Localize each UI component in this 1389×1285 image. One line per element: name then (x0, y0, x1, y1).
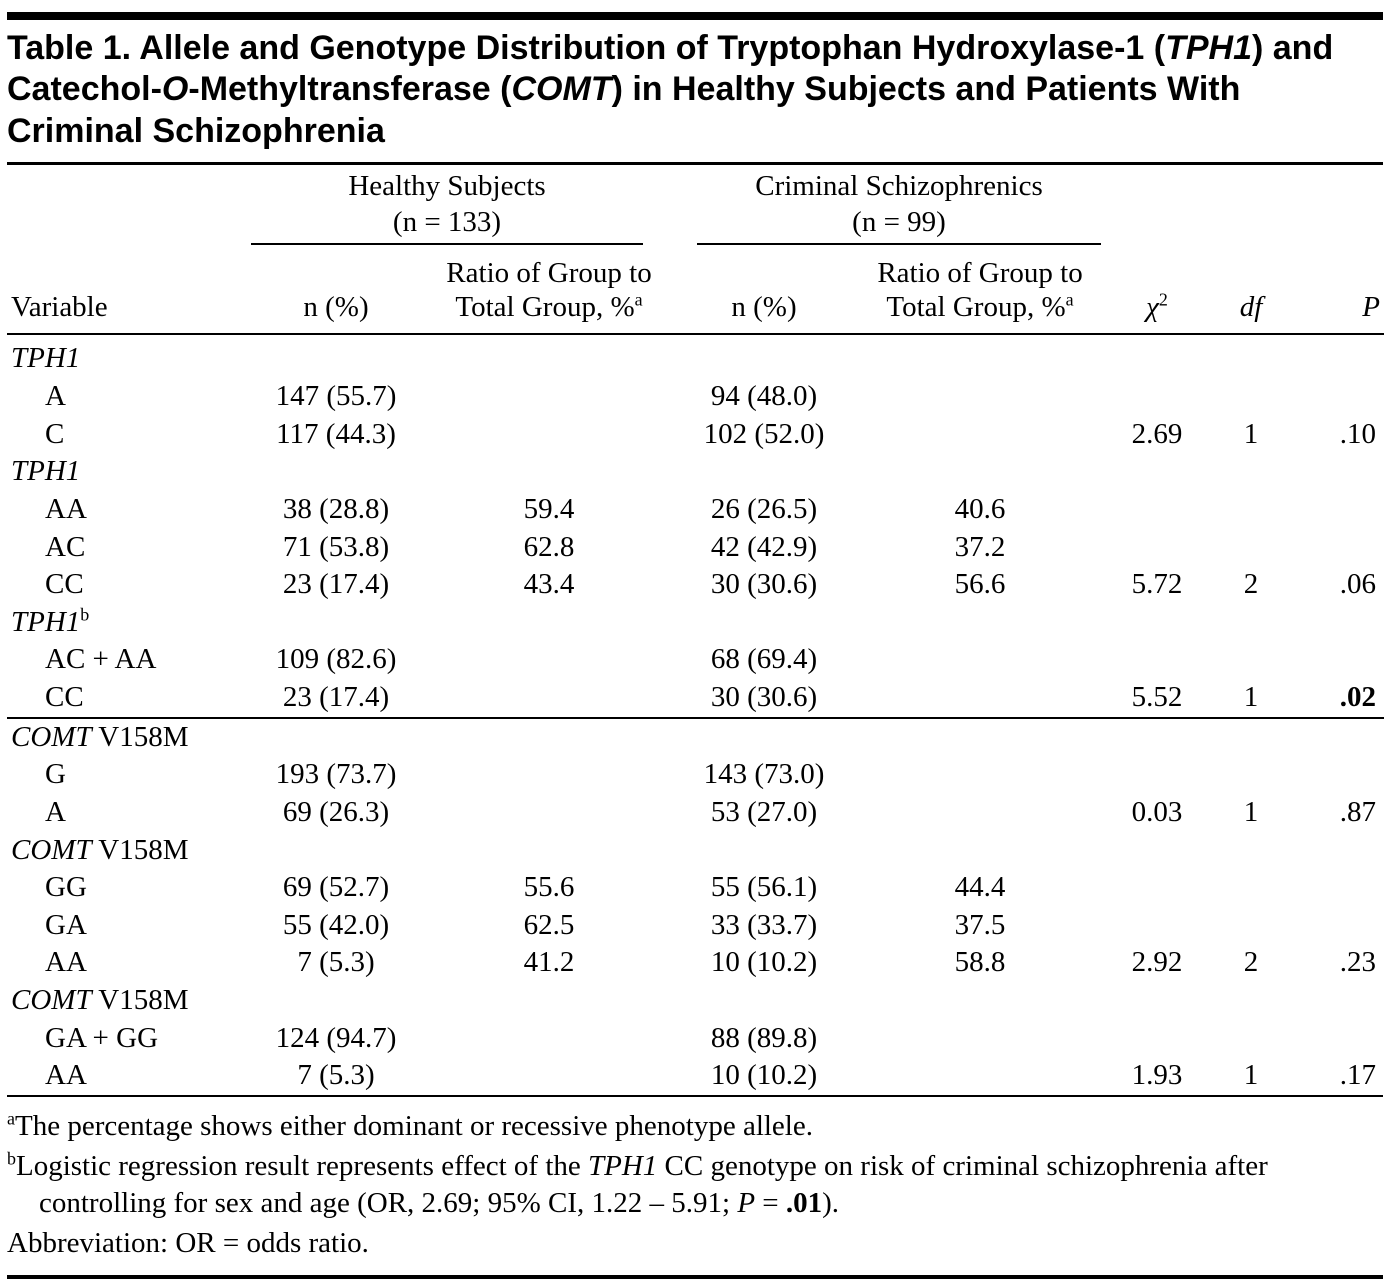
table-row (7, 718, 1384, 757)
cell-variable: COMT V158M (11, 720, 189, 753)
cell-n-healthy: 193 (73.7) (275, 758, 397, 791)
cell-chi-square (1105, 604, 1209, 642)
col-header-variable: Variable (7, 247, 247, 334)
cell-variable: GA (45, 908, 87, 941)
cell-ratio-healthy (425, 756, 673, 794)
cell-df: 1 (1209, 679, 1293, 718)
table-body (7, 334, 1384, 1095)
cell-ratio-criminal (855, 982, 1105, 1020)
cell-chi-square: 0.03 (1131, 795, 1183, 828)
cell-ratio-healthy (425, 641, 673, 679)
cell-p (1293, 1020, 1384, 1058)
cell-n-criminal: 26 (26.5) (710, 492, 818, 525)
cell-df (1209, 453, 1293, 491)
cell-ratio-criminal: 44.4 (954, 871, 1006, 904)
col-header-df: df (1209, 247, 1293, 334)
cell-ratio-healthy: 62.5 (523, 908, 575, 941)
cell-n-criminal (673, 334, 855, 378)
cell-chi-square: 1.93 (1131, 1059, 1183, 1092)
col-header-n-healthy: n (%) (247, 247, 425, 334)
cell-n-healthy: 69 (52.7) (282, 871, 390, 904)
cell-df: 2 (1243, 946, 1259, 979)
col-header-p: P (1293, 247, 1384, 334)
cell-n-healthy: 7 (5.3) (297, 946, 375, 979)
table-row (7, 1020, 1384, 1058)
bottom-rule (7, 1275, 1383, 1279)
cell-n-healthy: 55 (42.0) (282, 908, 390, 941)
cell-p: .17 (1339, 1059, 1377, 1092)
cell-n-criminal (673, 982, 855, 1020)
allele-genotype-table (7, 167, 1384, 1095)
cell-chi-square (1105, 453, 1209, 491)
cell-ratio-healthy: 59.4 (523, 492, 575, 525)
cell-chi-square (1105, 756, 1209, 794)
table-row (7, 529, 1384, 567)
cell-variable: AA (45, 1059, 87, 1092)
cell-df (1209, 1020, 1293, 1058)
cell-ratio-criminal: 40.6 (954, 492, 1006, 525)
cell-n-healthy: 7 (5.3) (297, 1059, 375, 1092)
cell-p (1293, 604, 1384, 642)
table-row (7, 334, 1384, 378)
cell-p (1293, 491, 1384, 529)
cell-df (1209, 604, 1293, 642)
cell-n-healthy (247, 832, 425, 870)
cell-n-criminal: 88 (89.8) (710, 1021, 818, 1054)
cell-ratio-criminal (855, 453, 1105, 491)
cell-variable: G (45, 758, 66, 791)
cell-ratio-healthy (425, 832, 673, 870)
cell-n-criminal: 33 (33.7) (710, 908, 818, 941)
table-row (7, 566, 1384, 604)
cell-n-criminal: 102 (52.0) (703, 417, 825, 450)
table-row (7, 869, 1384, 907)
cell-ratio-criminal (855, 378, 1105, 416)
cell-chi-square (1105, 1020, 1209, 1058)
cell-ratio-healthy (425, 718, 673, 757)
col-header-n-criminal: n (%) (673, 247, 855, 334)
table-row (7, 944, 1384, 982)
criminal-schizophrenics-spanner (697, 169, 1101, 245)
table-row (7, 491, 1384, 529)
cell-ratio-criminal (855, 679, 1105, 718)
cell-p: .23 (1339, 946, 1377, 979)
cell-df (1209, 378, 1293, 416)
cell-ratio-criminal (855, 1057, 1105, 1095)
cell-variable: TPH1 (11, 342, 81, 375)
cell-chi-square: 5.72 (1131, 568, 1183, 601)
table-title: Table 1. Allele and Genotype Distribution of Tryptophan Hydroxylase-1 (TPH1) and Catechol-O-Methyltransferase (COMT) in Healthy Subjects and Patients With Criminal Schizophrenia (7, 20, 1383, 165)
cell-variable: TPH1 (11, 455, 81, 488)
cell-df (1209, 869, 1293, 907)
cell-chi-square (1105, 907, 1209, 945)
cell-p (1293, 529, 1384, 567)
cell-n-criminal (673, 604, 855, 642)
col-header-chi-square: $\chi^2$ (1105, 247, 1209, 334)
cell-chi-square: 2.69 (1131, 417, 1183, 450)
cell-df (1209, 756, 1293, 794)
cell-n-criminal (673, 453, 855, 491)
cell-p (1293, 832, 1384, 870)
cell-n-healthy (247, 604, 425, 642)
cell-n-healthy: 109 (82.6) (275, 643, 397, 676)
cell-variable: GA + GG (45, 1021, 159, 1054)
cell-ratio-criminal: 58.8 (954, 946, 1006, 979)
col-header-ratio-healthy: Ratio of Group to Total Group, %$^a$ (425, 247, 673, 334)
header-row (7, 247, 1384, 334)
cell-p (1293, 869, 1384, 907)
cell-df (1209, 334, 1293, 378)
cell-ratio-criminal (855, 718, 1105, 757)
cell-variable: CC (45, 568, 84, 601)
cell-chi-square (1105, 641, 1209, 679)
table-row (7, 982, 1384, 1020)
cell-df (1209, 832, 1293, 870)
spanner-line: (n = 99) (852, 205, 946, 238)
cell-n-criminal: 68 (69.4) (710, 643, 818, 676)
cell-ratio-healthy (425, 604, 673, 642)
col-header-ratio-criminal: Ratio of Group to Total Group, %$^a$ (855, 247, 1105, 334)
cell-p: .87 (1339, 795, 1377, 828)
spanner-line: Healthy Subjects (348, 170, 546, 203)
cell-n-healthy (247, 982, 425, 1020)
spanner-line: (n = 133) (392, 205, 502, 238)
footnote: $^a$The percentage shows either dominant or recessive phenotype allele. (7, 1108, 813, 1142)
cell-n-criminal: 10 (10.2) (710, 1059, 818, 1092)
table-row (7, 378, 1384, 416)
cell-ratio-healthy (425, 453, 673, 491)
cell-ratio-criminal: 56.6 (954, 568, 1006, 601)
cell-ratio-criminal (855, 756, 1105, 794)
cell-n-healthy: 23 (17.4) (282, 568, 390, 601)
spanner-empty-cell (1293, 167, 1384, 247)
cell-ratio-criminal (855, 832, 1105, 870)
cell-ratio-criminal (855, 604, 1105, 642)
table-row (7, 453, 1384, 491)
table-row (7, 1057, 1384, 1095)
table-row (7, 907, 1384, 945)
cell-chi-square (1105, 869, 1209, 907)
cell-n-criminal: 30 (30.6) (673, 679, 855, 718)
cell-df (1209, 641, 1293, 679)
cell-n-healthy: 117 (44.3) (276, 417, 396, 450)
cell-chi-square (1105, 529, 1209, 567)
table-row (7, 641, 1384, 679)
cell-n-criminal (673, 832, 855, 870)
cell-p (1293, 641, 1384, 679)
cell-chi-square: 2.92 (1131, 946, 1183, 979)
cell-p (1293, 378, 1384, 416)
cell-ratio-healthy (425, 794, 673, 832)
cell-n-healthy: 71 (53.8) (282, 530, 390, 563)
cell-variable: A (45, 380, 66, 413)
cell-ratio-healthy (425, 1057, 673, 1095)
cell-n-healthy (247, 718, 425, 757)
cell-variable: CC (7, 679, 247, 718)
cell-chi-square (1105, 832, 1209, 870)
cell-df (1209, 718, 1293, 757)
cell-variable: COMT V158M (11, 984, 189, 1017)
cell-variable: GG (45, 871, 87, 904)
cell-n-criminal: 94 (48.0) (710, 380, 818, 413)
cell-df (1209, 529, 1293, 567)
cell-p (1293, 718, 1384, 757)
cell-df (1209, 491, 1293, 529)
healthy-subjects-spanner (251, 169, 643, 245)
cell-variable: AA (45, 946, 87, 979)
table-row (7, 832, 1384, 870)
cell-df: 1 (1243, 417, 1259, 450)
cell-p (1293, 907, 1384, 945)
cell-variable: TPH1$^b$ (11, 604, 90, 638)
cell-ratio-criminal (855, 334, 1105, 378)
cell-n-healthy: 124 (94.7) (275, 1021, 397, 1054)
spanner-line: Criminal Schizophrenics (755, 170, 1043, 203)
cell-df: 2 (1243, 568, 1259, 601)
cell-variable: AC + AA (45, 643, 157, 676)
paper-table-page (0, 12, 1389, 1279)
cell-n-criminal: 10 (10.2) (710, 946, 818, 979)
cell-n-criminal: 53 (27.0) (710, 795, 818, 828)
cell-p (1293, 453, 1384, 491)
cell-df (1209, 982, 1293, 1020)
cell-chi-square (1105, 718, 1209, 757)
spanner-empty-cell (1105, 167, 1209, 247)
cell-n-healthy: 147 (55.7) (275, 380, 397, 413)
cell-ratio-criminal (855, 416, 1105, 454)
cell-ratio-criminal (855, 794, 1105, 832)
cell-n-criminal: 143 (73.0) (703, 758, 825, 791)
cell-ratio-healthy: 41.2 (523, 946, 575, 979)
cell-chi-square (1105, 378, 1209, 416)
cell-ratio-healthy (425, 378, 673, 416)
cell-ratio-healthy (425, 1020, 673, 1058)
spanner-row (7, 167, 1384, 247)
cell-variable: COMT V158M (11, 833, 189, 866)
cell-n-criminal: 30 (30.6) (710, 568, 818, 601)
cell-chi-square (1105, 982, 1209, 1020)
table-row (7, 794, 1384, 832)
cell-p (1293, 334, 1384, 378)
table-row (7, 679, 1384, 718)
cell-ratio-healthy: 55.6 (523, 871, 575, 904)
cell-chi-square: 5.52 (1105, 679, 1209, 718)
cell-df: 1 (1243, 795, 1259, 828)
spanner-empty-cell (7, 167, 247, 247)
cell-n-healthy (247, 453, 425, 491)
cell-ratio-healthy: 62.8 (523, 530, 575, 563)
cell-ratio-criminal (855, 641, 1105, 679)
cell-n-healthy (247, 334, 425, 378)
cell-p: .10 (1339, 417, 1377, 450)
cell-p: .06 (1339, 568, 1377, 601)
cell-n-criminal: 55 (56.1) (710, 871, 818, 904)
table-row (7, 604, 1384, 642)
cell-chi-square (1105, 491, 1209, 529)
cell-ratio-criminal: 37.2 (954, 530, 1006, 563)
footnotes-section (7, 1095, 1383, 1275)
table-row (7, 756, 1384, 794)
cell-variable: AA (45, 492, 87, 525)
table-row (7, 416, 1384, 454)
cell-ratio-healthy (425, 679, 673, 718)
cell-p (1293, 982, 1384, 1020)
cell-df (1209, 907, 1293, 945)
cell-ratio-healthy (425, 416, 673, 454)
top-rule (7, 12, 1383, 20)
footnote: Abbreviation: OR = odds ratio. (7, 1226, 369, 1259)
cell-n-healthy: 38 (28.8) (282, 492, 390, 525)
cell-ratio-criminal (855, 1020, 1105, 1058)
cell-n-healthy: 69 (26.3) (282, 795, 390, 828)
cell-n-healthy: 23 (17.4) (247, 679, 425, 718)
cell-variable: AC (45, 530, 86, 563)
footnote: $^b$Logistic regression result represents effect of the TPH1 CC genotype on risk of criminal schizophrenia after controlling for sex and age (OR, 2.69; 95% CI, 1.22 – 5.91; P = .01). (7, 1147, 1268, 1220)
spanner-empty-cell (1209, 167, 1293, 247)
cell-ratio-healthy (425, 334, 673, 378)
cell-df: 1 (1243, 1059, 1259, 1092)
cell-chi-square (1105, 334, 1209, 378)
cell-p: .02 (1293, 679, 1384, 718)
cell-p (1293, 756, 1384, 794)
cell-variable: A (45, 795, 66, 828)
cell-ratio-healthy: 43.4 (523, 568, 575, 601)
cell-variable: C (45, 417, 65, 450)
cell-ratio-healthy (425, 982, 673, 1020)
cell-ratio-criminal: 37.5 (954, 908, 1006, 941)
cell-n-criminal (673, 718, 855, 757)
cell-n-criminal: 42 (42.9) (710, 530, 818, 563)
